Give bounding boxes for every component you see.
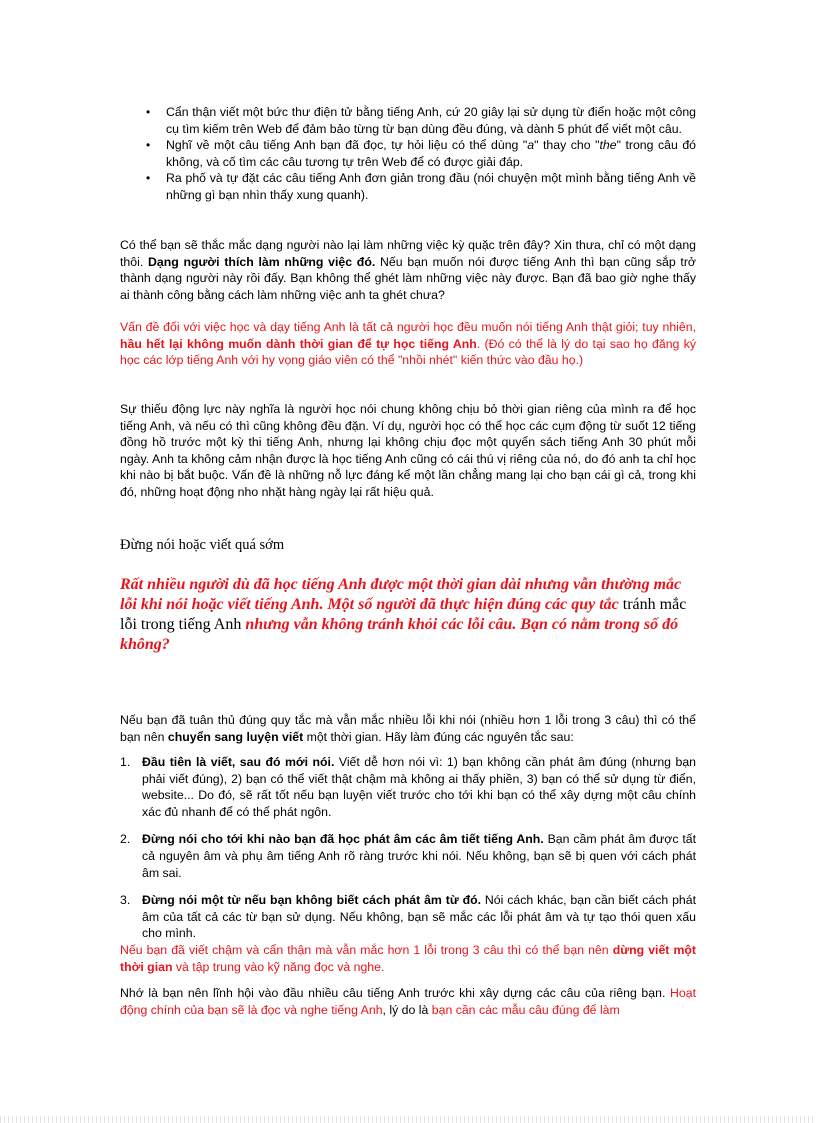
list-item [120, 104, 696, 137]
bullet-icon: • [146, 171, 151, 186]
bullet-list [120, 104, 696, 204]
paragraph-3: Sự thiếu động lực này nghĩa là người học nói chung không chịu bỏ thời gian riêng của mình ra để học tiếng Anh, và nếu có thì cũng không đều đặn. Ví dụ, người học có thể học các cụm động từ suốt 12 tiếng đồng hồ trước một kỳ thi tiếng Anh, nhưng lại không chịu đọc một quyển sách tiếng Anh 30 phút mỗi ngày. Anh ta không cảm nhận được là học tiếng Anh cũng có cái thú vị riêng của nó, do đó anh ta chỉ học khi nào bị bắt buộc. Vấn đề là những nỗ lực đáng kể một lần chẳng mang lại cho bạn cái gì cả, trong khi đó, những hoạt động nho nhặt hàng ngày lại rất hiệu quả. [120, 402, 696, 499]
bullet-text: Ra phố và tự đặt các câu tiếng Anh đơn giản trong đầu (nói chuyện một mình bằng tiếng Anh về những gì bạn nhìn thấy xung quanh). [166, 171, 696, 202]
bullet-text: Cẩn thận viết một bức thư điện tử bằng tiếng Anh, cứ 20 giây lại sử dụng từ điển hoặc một công cụ tìm kiếm trên Web để đảm bảo từng từ bạn dùng đều đúng, và dành 5 phút để viết một câu. [166, 105, 696, 136]
page-edge-divider [0, 1116, 816, 1123]
paragraph-4: Nếu bạn đã tuân thủ đúng quy tắc mà vẫn mắc nhiều lỗi khi nói (nhiều hơn 1 lỗi trong 3 câu) thì có thể bạn nên chuyển sang luyện viết một thời gian. Hãy làm đúng các nguyên tắc sau: [120, 713, 696, 744]
list-item: • Nghĩ về một câu tiếng Anh bạn đã đọc, tự hỏi liệu có thể dùng "a" thay cho "the" trong câu đó không, và cố tìm các câu tương tự trên Web để có được giải đáp. [146, 138, 696, 169]
list-item: 3. Đừng nói một từ nếu bạn không biết cách phát âm từ đó. Nói cách khác, bạn cần biết cách phát âm của tất cả các từ bạn sử dụng. Nếu không, bạn sẽ mắc các lỗi phát âm và tự tạo thói quen xấu cho mình. [120, 893, 696, 941]
bullet-icon: • [146, 138, 151, 153]
list-item: 1. Đầu tiên là viết, sau đó mới nói. Viết dễ hơn nói vì: 1) bạn không cần phát âm đúng (nhưng bạn phải viết đúng), 2) bạn có thể viết thật chậm mà không ai thấy phiền, 3) bạn có thể sử dụng từ điển, website... Do đó, sẽ rất tốt nếu bạn luyện viết trước cho tới khi bạn có thể xây dựng một câu chính xác đủ nhanh để có thể phát ngôn. [120, 755, 697, 819]
paragraph-5: Nếu bạn đã viết chậm và cẩn thận mà vẫn mắc hơn 1 lỗi trong 3 câu thì có thể bạn nên dừng viết một thời gian và tập trung vào kỹ năng đọc và nghe. [120, 943, 696, 974]
intro-paragraph: Rất nhiều người dù đã học tiếng Anh được một thời gian dài nhưng vẫn thường mắc lỗi khi nói hoặc viết tiếng Anh. Một số người đã thực hiện đúng các quy tắc tránh mắc lỗi trong tiếng Anh nhưng vẫn không tránh khỏi các lỗi câu. Bạn có nằm trong số đó không? [120, 576, 687, 653]
list-item [120, 170, 696, 203]
paragraph-2: Vấn đề đối với việc học và dạy tiếng Anh là tất cả người học đều muốn nói tiếng Anh thật giỏi; tuy nhiên, hầu hết lại không muốn dành thời gian để tự học tiếng Anh. (Đó có thể là lý do tại sao họ đăng ký học các lớp tiếng Anh với hy vọng giáo viên có thể "nhồi nhét" kiến thức vào đầu họ.) [120, 320, 696, 368]
numbered-list [120, 754, 696, 953]
section-heading: Đừng nói hoặc viết quá sớm [120, 537, 285, 553]
bullet-icon: • [146, 105, 151, 119]
paragraph-1: Có thể bạn sẽ thắc mắc dạng người nào lại làm những việc kỳ quặc trên đây? Xin thưa, chỉ có một dạng thôi. Dạng người thích làm những việc đó. Nếu bạn muốn nói được tiếng Anh thì bạn cũng sắp trở thành dạng người này rồi đấy. Bạn không thể ghét làm những việc này được. Bạn đã bao giờ nghe thấy ai thành công bằng cách làm những việc anh ta ghét chưa? [120, 238, 696, 302]
list-item: 2. Đừng nói cho tới khi nào bạn đã học phát âm các âm tiết tiếng Anh. Bạn cầm phát âm được tất cả nguyên âm và phụ âm tiếng Anh rõ ràng trước khi nói. Nếu không, bạn sẽ bị quen với cách phát âm sai. [120, 832, 696, 880]
paragraph-6: Nhớ là bạn nên lĩnh hội vào đầu nhiều câu tiếng Anh trước khi xây dựng các câu của riêng bạn. Hoạt động chính của bạn sẽ là đọc và nghe tiếng Anh, lý do là bạn cần các mẫu câu đúng để làm [120, 986, 696, 1017]
